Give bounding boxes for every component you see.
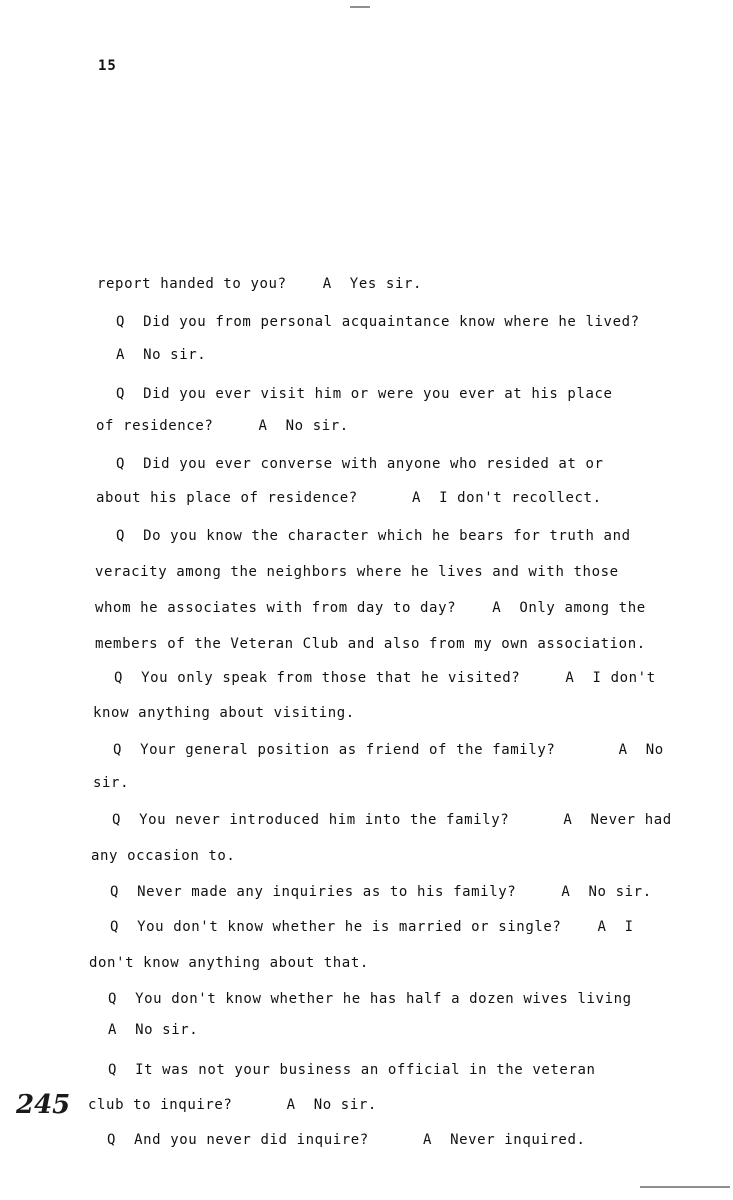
transcript-line: Q And you never did inquire? A Never inquired. bbox=[107, 1132, 586, 1148]
transcript-line: Q Do you know the character which he bears for truth and bbox=[116, 528, 631, 544]
transcript-line: Q Did you ever visit him or were you ever at his place bbox=[116, 386, 613, 402]
transcript-line: A No sir. bbox=[116, 347, 207, 363]
transcript-line: Q Did you ever converse with anyone who resided at or bbox=[116, 456, 604, 472]
transcript-line: Q Never made any inquiries as to his family? A No sir. bbox=[110, 884, 652, 900]
transcript-line: about his place of residence? A I don't recollect. bbox=[96, 490, 602, 506]
transcript-line: Q You don't know whether he has half a dozen wives living bbox=[108, 991, 632, 1007]
transcript-line: Q Did you from personal acquaintance know where he lived? bbox=[116, 314, 640, 330]
transcript-line: sir. bbox=[93, 775, 130, 791]
transcript-line: Q It was not your business an official in the veteran bbox=[108, 1062, 596, 1078]
transcript-line: Q You don't know whether he is married or single? A I bbox=[110, 919, 634, 935]
transcript-line: of residence? A No sir. bbox=[96, 418, 349, 434]
page-number: 15 bbox=[98, 58, 117, 74]
transcript-line: any occasion to. bbox=[91, 848, 236, 864]
transcript-line: don't know anything about that. bbox=[89, 955, 369, 971]
scan-mark bbox=[350, 6, 370, 8]
transcript-line: Q You only speak from those that he visited? A I don't bbox=[114, 670, 656, 686]
handwritten-margin-note: 245 bbox=[16, 1090, 71, 1120]
transcript-line: veracity among the neighbors where he lives and with those bbox=[95, 564, 619, 580]
transcript-line: report handed to you? A Yes sir. bbox=[97, 276, 423, 292]
transcript-line: members of the Veteran Club and also from my own association. bbox=[95, 636, 646, 652]
transcript-line: Q Your general position as friend of the family? A No bbox=[113, 742, 664, 758]
transcript-line: Q You never introduced him into the family? A Never had bbox=[112, 812, 672, 828]
transcript-line: A No sir. bbox=[108, 1022, 199, 1038]
scan-mark bbox=[640, 1186, 730, 1188]
transcript-line: whom he associates with from day to day? A Only among the bbox=[95, 600, 646, 616]
transcript-line: club to inquire? A No sir. bbox=[88, 1097, 377, 1113]
transcript-line: know anything about visiting. bbox=[93, 705, 355, 721]
